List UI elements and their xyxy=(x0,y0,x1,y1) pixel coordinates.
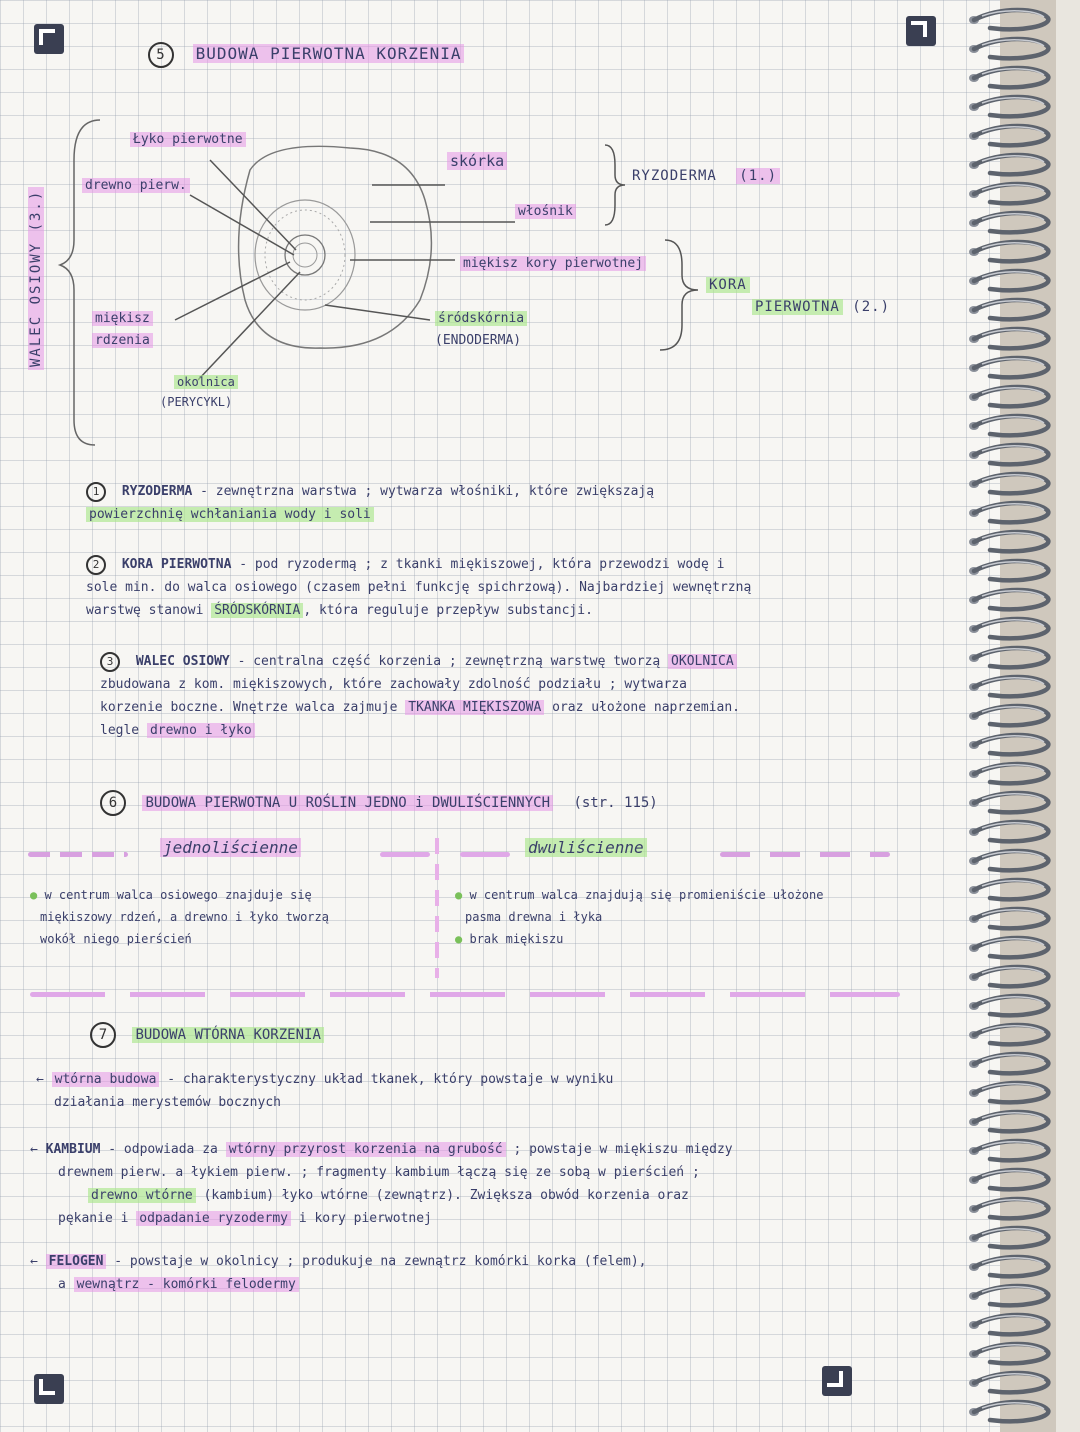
note2-line1: - pod ryzodermą ; z tkanki miękiszowej, która przewodzi wodę i xyxy=(239,557,725,572)
section6-number: 6 xyxy=(100,790,126,816)
section6-ref: (str. 115) xyxy=(573,795,658,811)
note-walec-osiowy xyxy=(100,650,950,742)
column-divider xyxy=(435,838,439,978)
p2-line3-b: (kambium) łyko wtórne xyxy=(203,1188,368,1203)
p2-line4-c: i kory pierwotnej xyxy=(298,1211,432,1226)
label-skorka xyxy=(447,152,507,170)
p2-line1-a: - odpowiada za xyxy=(108,1142,218,1157)
group-kora-line2: PIERWOTNA xyxy=(752,299,843,315)
p3-line2-a: a xyxy=(58,1277,66,1292)
p2-line3-highlight: drewno wtórne xyxy=(88,1188,196,1203)
col-left-line3: wokół niego pierścień xyxy=(40,932,192,946)
note3-line1-highlight: OKOLNICA xyxy=(668,654,737,669)
section7-heading xyxy=(90,1022,324,1048)
scan-corner-marker-icon xyxy=(822,1366,852,1396)
p2-line4-a: pękanie i xyxy=(58,1211,129,1226)
note2-line3-c: , która reguluje przepływ substancji. xyxy=(303,603,593,618)
p2-line1-c: ; powstaje w miękiszu między xyxy=(513,1142,733,1157)
note1-line1: - zewnętrzna warstwa ; wytwarza włośniki, które zwiększają xyxy=(200,484,655,499)
note2-heading: KORA PIERWOTNA xyxy=(121,557,232,572)
label-okolnica-line1: okolnica xyxy=(174,375,238,389)
section5-number: 5 xyxy=(148,42,174,68)
divider xyxy=(30,992,900,997)
section5-heading xyxy=(148,42,464,68)
scan-corner-marker-icon xyxy=(34,1374,64,1404)
divider xyxy=(380,852,430,857)
section6-heading xyxy=(100,790,658,816)
group-kora-number: (2.) xyxy=(852,299,891,315)
p3-line2-highlight: wewnątrz - komórki felodermy xyxy=(74,1277,299,1292)
divider xyxy=(720,852,890,857)
col-right-heading xyxy=(525,838,647,857)
col-right-line2: pasma drewna i łyka xyxy=(465,910,603,924)
divider xyxy=(28,852,128,857)
arrow-icon: ← xyxy=(30,1254,38,1269)
label-wlosnik xyxy=(515,204,576,219)
label-miekisz-kory xyxy=(460,256,646,271)
col-left-heading xyxy=(160,838,301,857)
label-miekisz-rdzenia xyxy=(92,308,153,352)
note2-line3-a: warstwę stanowi xyxy=(86,603,204,618)
note-ryzoderma xyxy=(86,480,946,526)
group-ryzoderma-number: (1.) xyxy=(736,168,780,184)
note3-line1-a: - centralna część korzenia ; zewnętrzną warstwę tworzą xyxy=(237,654,661,669)
note3-heading: WALEC OSIOWY xyxy=(135,654,230,669)
label-lyko-pierwotne xyxy=(130,132,246,147)
col-right-line1: w centrum walca znajdują się promieniście ułożone xyxy=(469,888,824,902)
label-wlosnik-text: włośnik xyxy=(515,204,576,219)
col-left-line2: miękiszowy rdzeń, a drewno i łyko tworzą xyxy=(40,910,329,924)
note1-line2: powierzchnię wchłaniania wody i soli xyxy=(86,507,374,522)
note2-line3-highlight: ŚRÓDSKÓRNIA xyxy=(211,603,303,618)
p3-line1: - powstaje w okolnicy ; produkuje na zewnątrz komórki korka (felem), xyxy=(114,1254,647,1269)
label-drewno-text: drewno pierw. xyxy=(82,178,190,193)
note1-number: 1 xyxy=(86,482,106,502)
section7-number: 7 xyxy=(90,1022,116,1048)
p1-line1: - charakterystyczny układ tkanek, który powstaje w wyniku xyxy=(167,1072,614,1087)
group-kora-pierwotna xyxy=(706,274,890,318)
label-miekisz-kory-text: miękisz kory pierwotnej xyxy=(460,256,646,271)
p1-line2: działania merystemów bocznych xyxy=(54,1095,281,1110)
p2-line3-c: (zewnątrz). Zwiększa obwód korzenia oraz xyxy=(375,1188,689,1203)
note3-line3-c: oraz ułożone naprzemian. xyxy=(552,700,740,715)
note-felogen xyxy=(30,1250,940,1296)
scan-corner-marker-icon xyxy=(906,16,936,46)
label-skorka-text: skórka xyxy=(447,152,507,170)
col-left-heading-text: jednoliścienne xyxy=(160,838,301,857)
col-right-heading-text: dwuliścienne xyxy=(525,838,647,857)
section5-title: BUDOWA PIERWOTNA KORZENIA xyxy=(193,44,465,63)
p1-heading: wtórna budowa xyxy=(52,1072,160,1087)
note2-line2: sole min. do walca osiowego (czasem pełni funkcję spichrzową). Najbardziej wewnętrzną xyxy=(86,580,752,595)
col-left-content: ● w centrum walca osiowego znajduje się miękiszowy rdzeń, a drewno i łyko tworzą wokół niego pierścień xyxy=(30,884,430,950)
note3-line4-a: legle xyxy=(100,723,140,738)
section7-title: BUDOWA WTÓRNA KORZENIA xyxy=(132,1027,323,1043)
arrow-icon: ← xyxy=(36,1072,44,1087)
p2-line4-highlight: odpadanie ryzodermy xyxy=(136,1211,291,1226)
col-right-line3: brak miękiszu xyxy=(469,932,564,946)
note3-line4-highlight: drewno i łyko xyxy=(147,723,255,738)
label-srodskornia xyxy=(435,308,527,352)
note3-line3-highlight: TKANKA MIĘKISZOWA xyxy=(405,700,544,715)
p2-line1-highlight: wtórny przyrost korzenia na grubość xyxy=(226,1142,506,1157)
note3-line3-a: korzenie boczne. Wnętrze walca zajmuje xyxy=(100,700,398,715)
label-okolnica-line2: (PERYCYKL) xyxy=(160,395,233,409)
arrow-icon: ← xyxy=(30,1142,38,1157)
label-miekisz-rdzenia-line2: rdzenia xyxy=(92,333,153,348)
side-label xyxy=(28,187,44,370)
note-wtorna-budowa xyxy=(36,1068,936,1114)
scan-corner-marker-icon xyxy=(34,24,64,54)
note3-line2: zbudowana z kom. miękiszowych, które zachowały zdolność podziału ; wytwarza xyxy=(100,677,687,692)
note-kambium xyxy=(30,1138,940,1230)
note1-heading: RYZODERMA xyxy=(121,484,193,499)
divider xyxy=(460,852,510,857)
label-drewno-pierwotne xyxy=(82,178,190,193)
spiral-binding xyxy=(960,0,1060,1432)
label-miekisz-rdzenia-line1: miękisz xyxy=(92,311,153,326)
col-right-content: ● w centrum walca znajdują się promieniście ułożone pasma drewna i łyka ● brak miękiszu xyxy=(455,884,945,950)
p3-heading: FELOGEN xyxy=(46,1254,107,1269)
label-srodskornia-line2: (ENDODERMA) xyxy=(435,333,522,348)
side-label-text: WALEC OSIOWY (3.) xyxy=(28,187,44,370)
group-kora-line1: KORA xyxy=(706,277,750,293)
p2-line2: drewnem pierw. a łykiem pierw. ; fragmenty kambium łączą się ze sobą w pierścień ; xyxy=(58,1165,700,1180)
note2-number: 2 xyxy=(86,555,106,575)
section6-title: BUDOWA PIERWOTNA U ROŚLIN JEDNO i DWULIŚCIENNYCH xyxy=(142,795,553,811)
label-okolnica xyxy=(160,372,238,412)
label-lyko-text: Łyko pierwotne xyxy=(130,132,246,147)
col-left-line1: w centrum walca osiowego znajduje się xyxy=(44,888,312,902)
next-page-edge xyxy=(1056,0,1080,1432)
group-ryzoderma xyxy=(632,168,780,184)
label-srodskornia-line1: śródskórnia xyxy=(435,311,527,326)
group-ryzoderma-text: RYZODERMA xyxy=(632,168,717,184)
note-kora-pierwotna xyxy=(86,553,946,622)
p2-heading: KAMBIUM xyxy=(45,1142,101,1157)
note3-number: 3 xyxy=(100,652,120,672)
